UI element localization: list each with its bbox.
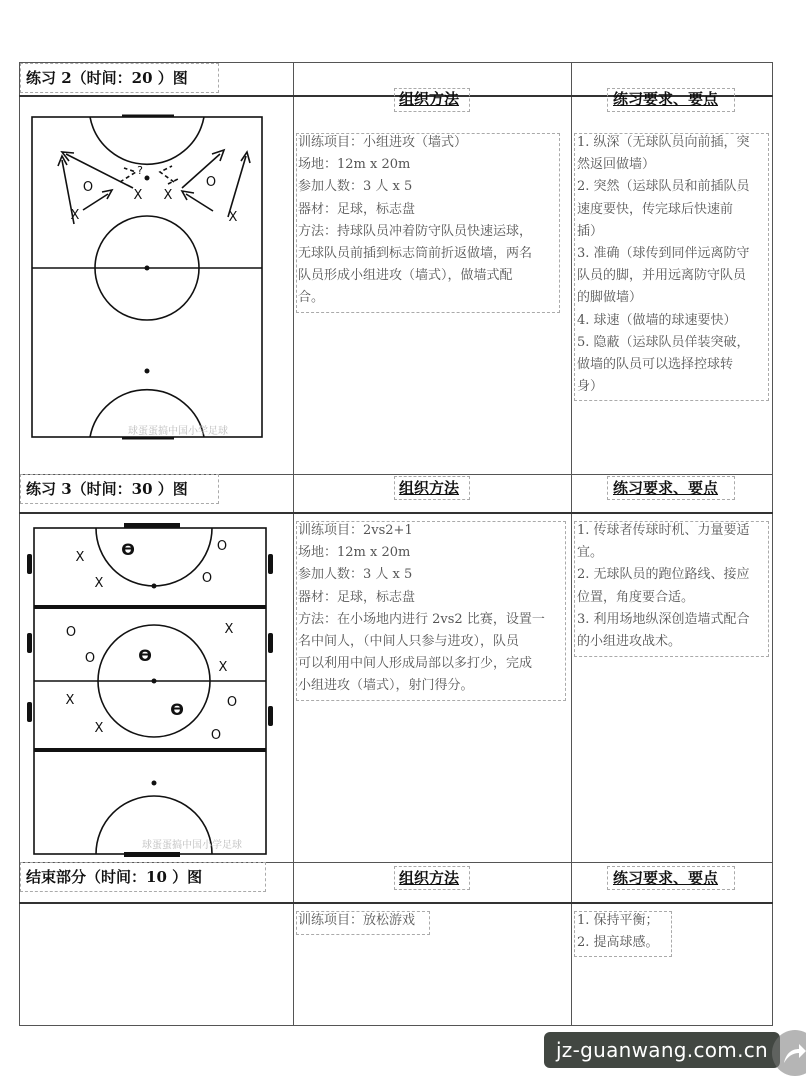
- pass-arrow: [186, 194, 213, 211]
- player-x: X: [133, 188, 143, 203]
- grid-line: [34, 748, 266, 752]
- site-watermark: jz-guanwang.com.cn: [544, 1032, 780, 1068]
- text-line: 参加人数：3 人 x 5: [298, 567, 413, 583]
- player-x: X: [224, 622, 234, 637]
- section-title: 练习 3（时间：30 ）图: [26, 480, 188, 498]
- text-line: 3. 利用场地纵深创造墙式配合: [577, 611, 750, 627]
- header-rule-3: [19, 902, 773, 904]
- ball: [145, 176, 150, 181]
- text-line: 名中间人，（中间人只参与进攻），队员: [298, 634, 520, 650]
- text-frame: [574, 911, 672, 957]
- text-frame: [296, 911, 430, 935]
- column-header-method: 组织方法: [399, 479, 460, 497]
- text-line: 小组进攻（墙式），射门得分。: [298, 678, 474, 694]
- table-border-bottom: [19, 1025, 773, 1026]
- player-o: O: [201, 571, 213, 586]
- column-header-method: 组织方法: [399, 90, 460, 108]
- text-line: 身）: [577, 379, 604, 395]
- text-line: 位置，角度要合适。: [577, 589, 695, 605]
- text-line: 训练项目：小组进攻（墙式）: [298, 135, 468, 150]
- pass-arrow: [83, 194, 108, 210]
- player-x: X: [228, 210, 238, 225]
- text-line: 参加人数：3 人 x 5: [298, 179, 413, 195]
- text-line: 合。: [298, 290, 325, 306]
- mini-goal: [27, 702, 32, 722]
- text-line: 做墙的队员可以选择控球转: [577, 357, 734, 373]
- player-o: O: [205, 175, 217, 190]
- text-line: 无球队员前插到标志筒前折返做墙，两名: [298, 246, 533, 262]
- header-rule-2: [19, 512, 773, 514]
- text-line: 2. 无球队员的跑位路线、接应: [577, 567, 750, 583]
- text-frame: [574, 521, 769, 657]
- neutral-player: ϴ: [138, 646, 152, 665]
- player-x: X: [70, 208, 80, 223]
- dashed-run: [160, 166, 174, 182]
- player-o: O: [82, 180, 94, 195]
- text-line: 场地：12m x 20m: [298, 545, 411, 561]
- text-line: 1. 传球者传球时机、力量要适: [577, 523, 750, 538]
- text-line: 场地：12m x 20m: [298, 157, 411, 173]
- top-goal: [124, 523, 180, 528]
- text-line: 插）: [577, 223, 604, 239]
- penalty-spot: [145, 369, 150, 374]
- column-header-requirements: 练习要求、要点: [613, 90, 719, 108]
- text-line: 的脚做墙）: [577, 290, 643, 306]
- image-watermark: 球蛋蛋搞中国小学足球: [128, 426, 228, 437]
- penalty-spot: [152, 781, 157, 786]
- text-line: 2. 提高球感。: [577, 935, 659, 951]
- center-spot: [152, 679, 157, 684]
- text-line: 方法：在小场地内进行 2vs2 比赛，设置一: [298, 611, 545, 627]
- player-o: O: [65, 625, 77, 640]
- column-header-requirements: 练习要求、要点: [613, 869, 719, 887]
- mini-goal: [268, 554, 273, 574]
- image-watermark: 球蛋蛋搞中国小学足球: [142, 840, 242, 851]
- player-x: X: [218, 660, 228, 675]
- text-frame: [296, 133, 560, 313]
- text-line: 队员形成小组进攻（墙式），做墙式配: [298, 268, 513, 284]
- text-line: 4. 球速（做墙的球速要快）: [577, 312, 737, 328]
- player-o: O: [210, 728, 222, 743]
- table-divider-2: [571, 62, 572, 1025]
- pitch-outline: [34, 528, 266, 854]
- bottom-goal: [124, 852, 180, 857]
- neutral-player: ϴ: [121, 540, 135, 559]
- top-penalty-arc: [90, 117, 204, 164]
- text-line: 器材：足球，标志盘: [298, 589, 416, 605]
- text-line: 1. 纵深（无球队员向前插，突: [577, 135, 750, 150]
- table-divider-1: [293, 62, 294, 1025]
- neutral-player: ϴ: [170, 700, 184, 719]
- text-line: 1. 保持平衡；: [577, 913, 659, 928]
- player-x: X: [163, 188, 173, 203]
- text-line: 宜。: [577, 545, 604, 561]
- run-arrow: [228, 156, 246, 217]
- marker-dash: ?: [137, 164, 143, 177]
- mini-goal: [268, 706, 273, 726]
- player-x: X: [65, 693, 75, 708]
- text-line: 的小组进攻战术。: [577, 634, 682, 650]
- mini-goal: [27, 554, 32, 574]
- text-line: 方法：持球队员冲着防守队员快速运球，: [298, 223, 533, 239]
- player-o: O: [84, 651, 96, 666]
- section-title: 结束部分（时间：10 ）图: [26, 868, 203, 886]
- text-line: 5. 隐蔽（运球队员佯装突破，: [577, 334, 750, 350]
- column-header-method: 组织方法: [399, 869, 460, 887]
- text-line: 3. 准确（球传到同伴远离防守: [577, 246, 750, 262]
- text-line: 可以利用中间人形成局部以多打少，完成: [298, 656, 533, 672]
- player-x: X: [94, 721, 104, 736]
- ball: [152, 584, 157, 589]
- share-icon: [780, 1039, 806, 1067]
- section-title: 练习 2（时间：20 ）图: [26, 69, 188, 87]
- column-header-requirements: 练习要求、要点: [613, 479, 719, 497]
- text-line: 速度要快，传完球后快速前: [577, 201, 734, 217]
- table-border-right: [772, 62, 773, 1025]
- text-line: 器材：足球，标志盘: [298, 201, 416, 217]
- text-line: 然返回做墙）: [577, 157, 656, 173]
- drill-diagram-1: [28, 112, 268, 442]
- text-line: 2. 突然（运球队员和前插队员: [577, 179, 750, 195]
- player-o: O: [226, 695, 238, 710]
- grid-line: [34, 605, 266, 609]
- top-penalty-arc: [96, 528, 212, 586]
- player-x: X: [75, 550, 85, 565]
- mini-goal: [268, 633, 273, 653]
- text-line: 训练项目：2vs2+1: [298, 523, 413, 538]
- text-line: 训练项目：放松游戏: [298, 913, 416, 928]
- player-o: O: [216, 539, 228, 554]
- text-frame: [296, 521, 566, 701]
- text-line: 队员的脚，并用远离防守队员: [577, 268, 747, 284]
- center-spot: [145, 266, 150, 271]
- text-frame: [574, 133, 769, 401]
- mini-goal: [27, 633, 32, 653]
- dashed-run: [120, 168, 136, 182]
- drill-diagram-2: [24, 518, 276, 858]
- player-x: X: [94, 576, 104, 591]
